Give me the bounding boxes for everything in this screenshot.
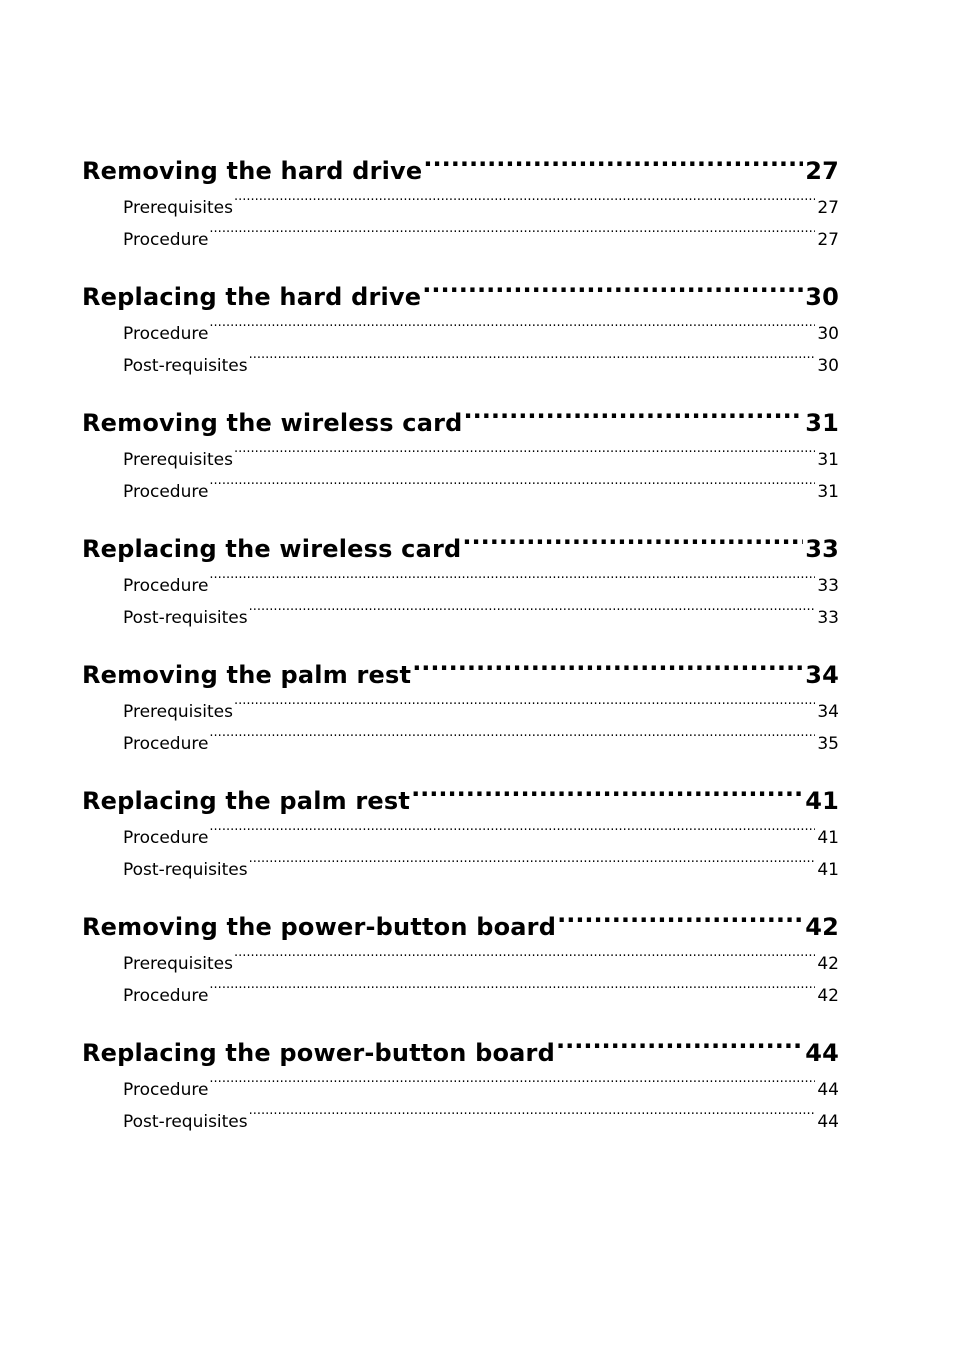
toc-sub-title: Procedure: [123, 482, 209, 502]
toc-heading-title: Removing the wireless card: [82, 409, 463, 437]
toc-section: [82, 402, 839, 508]
toc-heading-entry[interactable]: [82, 654, 839, 696]
toc-sub-title: Procedure: [123, 324, 209, 344]
toc-heading-page: 44: [805, 1039, 839, 1067]
toc-sub-entry[interactable]: [82, 980, 839, 1012]
dot-leader: [463, 407, 804, 431]
toc-sub-page: 27: [817, 198, 839, 218]
toc-sub-page: 27: [817, 230, 839, 250]
toc-sub-title: Post-requisites: [123, 1112, 248, 1132]
toc-heading-title: Replacing the wireless card: [82, 535, 462, 563]
toc-sub-entry[interactable]: [82, 1106, 839, 1138]
toc-sub-title: Post-requisites: [123, 356, 248, 376]
toc-sub-page: 41: [817, 860, 839, 880]
dot-leader: [233, 448, 815, 465]
dot-leader: [411, 659, 803, 683]
toc-sub-entry[interactable]: [82, 318, 839, 350]
toc-sub-page: 42: [817, 954, 839, 974]
toc-section: [82, 1032, 839, 1138]
toc-heading-entry[interactable]: [82, 1032, 839, 1074]
toc-sub-page: 33: [817, 608, 839, 628]
dot-leader: [555, 1037, 803, 1061]
toc-sub-entry[interactable]: [82, 476, 839, 508]
toc-sub-page: 31: [817, 450, 839, 470]
toc-heading-entry[interactable]: [82, 276, 839, 318]
toc-sub-page: 31: [817, 482, 839, 502]
toc-heading-title: Removing the palm rest: [82, 661, 412, 689]
toc-sub-title: Post-requisites: [123, 608, 248, 628]
toc-sub-entry[interactable]: [82, 444, 839, 476]
toc-sub-page: 33: [817, 576, 839, 596]
toc-heading-entry[interactable]: [82, 780, 839, 822]
toc-sub-entry[interactable]: [82, 822, 839, 854]
toc-sub-title: Procedure: [123, 230, 209, 250]
toc-heading-page: 27: [805, 157, 839, 185]
toc-sub-entry[interactable]: [82, 728, 839, 760]
toc-section: [82, 528, 839, 634]
dot-leader: [208, 984, 815, 1001]
toc-sub-entry[interactable]: [82, 696, 839, 728]
toc-sub-title: Prerequisites: [123, 450, 233, 470]
toc-heading-title: Replacing the power-button board: [82, 1039, 555, 1067]
toc-heading-page: 30: [805, 283, 839, 311]
toc-section: [82, 780, 839, 886]
toc-sub-entry[interactable]: [82, 1074, 839, 1106]
toc-heading-page: 31: [805, 409, 839, 437]
toc-section: [82, 906, 839, 1012]
dot-leader: [248, 1110, 816, 1127]
toc-sub-entry[interactable]: [82, 192, 839, 224]
toc-heading-page: 33: [805, 535, 839, 563]
dot-leader: [208, 826, 815, 843]
toc-sub-page: 42: [817, 986, 839, 1006]
toc-sub-title: Prerequisites: [123, 954, 233, 974]
toc-sub-title: Procedure: [123, 576, 209, 596]
dot-leader: [233, 196, 815, 213]
table-of-contents: [82, 150, 839, 1158]
toc-sub-title: Prerequisites: [123, 702, 233, 722]
dot-leader: [208, 228, 815, 245]
toc-sub-page: 34: [817, 702, 839, 722]
toc-heading-entry[interactable]: [82, 402, 839, 444]
toc-heading-entry[interactable]: [82, 150, 839, 192]
toc-sub-entry[interactable]: [82, 602, 839, 634]
dot-leader: [422, 155, 803, 179]
toc-section: [82, 276, 839, 382]
toc-sub-entry[interactable]: [82, 854, 839, 886]
toc-sub-title: Procedure: [123, 828, 209, 848]
dot-leader: [421, 281, 803, 305]
toc-sub-entry[interactable]: [82, 224, 839, 256]
dot-leader: [461, 533, 803, 557]
dot-leader: [248, 858, 816, 875]
dot-leader: [208, 480, 815, 497]
toc-heading-title: Replacing the palm rest: [82, 787, 411, 815]
toc-sub-entry[interactable]: [82, 570, 839, 602]
dot-leader: [248, 354, 816, 371]
dot-leader: [208, 1078, 815, 1095]
dot-leader: [208, 574, 815, 591]
toc-section: [82, 150, 839, 256]
dot-leader: [410, 785, 803, 809]
dot-leader: [208, 322, 815, 339]
toc-sub-page: 30: [817, 324, 839, 344]
dot-leader: [208, 732, 815, 749]
toc-heading-page: 42: [805, 913, 839, 941]
toc-sub-page: 35: [817, 734, 839, 754]
toc-sub-title: Post-requisites: [123, 860, 248, 880]
dot-leader: [248, 606, 816, 623]
toc-section: [82, 654, 839, 760]
toc-heading-page: 34: [805, 661, 839, 689]
toc-sub-page: 44: [817, 1080, 839, 1100]
toc-sub-entry[interactable]: [82, 350, 839, 382]
toc-heading-title: Removing the power-button board: [82, 913, 557, 941]
toc-heading-title: Replacing the hard drive: [82, 283, 422, 311]
toc-sub-page: 44: [817, 1112, 839, 1132]
toc-sub-title: Procedure: [123, 986, 209, 1006]
toc-sub-title: Prerequisites: [123, 198, 233, 218]
toc-heading-entry[interactable]: [82, 906, 839, 948]
toc-sub-page: 30: [817, 356, 839, 376]
toc-sub-title: Procedure: [123, 1080, 209, 1100]
toc-heading-page: 41: [805, 787, 839, 815]
dot-leader: [233, 700, 815, 717]
toc-heading-entry[interactable]: [82, 528, 839, 570]
dot-leader: [233, 952, 815, 969]
toc-sub-title: Procedure: [123, 734, 209, 754]
toc-sub-entry[interactable]: [82, 948, 839, 980]
toc-heading-title: Removing the hard drive: [82, 157, 423, 185]
dot-leader: [556, 911, 803, 935]
toc-sub-page: 41: [817, 828, 839, 848]
